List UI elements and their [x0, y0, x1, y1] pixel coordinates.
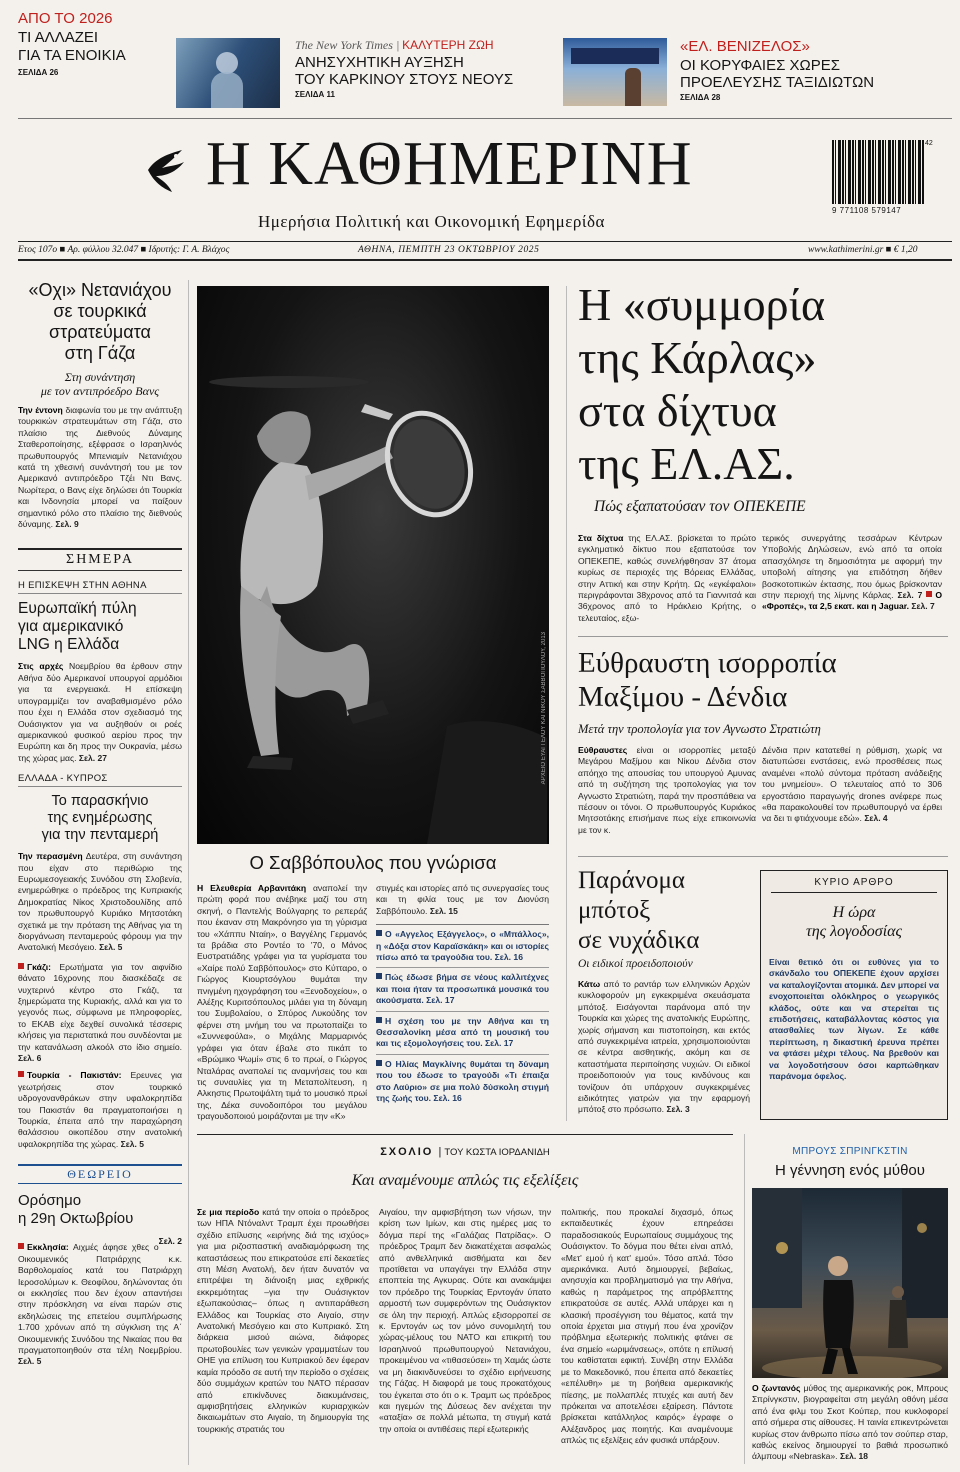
page-ref[interactable]: Σελ. 7	[911, 601, 935, 612]
bullet-icon	[18, 1243, 24, 1249]
lng-kicker: Η ΕΠΙΣΚΕΨΗ ΣΤΗΝ ΑΘΗΝΑ	[18, 580, 147, 592]
springsteen-kicker: ΜΠΡΟΥΣ ΣΠΡΙΝΓΚΣΤΙΝ	[792, 1146, 908, 1157]
gazi-brief: Γκάζι: Ερωτήματα για τον αιφνίδιο θάνατο 16χρονης που διασκέδαζε σε νυχτερινό κέντρο στο Γκάζι, τα ξημερώματα της Κυριακής, αλλά και για το γεγονός πως, σύμφωνα με πληροφορίες, το ΕΚΑΒ είχε δεχθεί συνολικά τέσσερις κλήσεις για περιστατικά που συνδέονται με την κατανάλωση αλκοόλ στο ίδιο σημείο. Σελ. 6	[18, 961, 182, 1064]
comment-title[interactable]: Και αναμένουμε απλώς τις εξελίξεις	[351, 1172, 579, 1189]
lng-body: Στις αρχές Νοεμβρίου θα έρθουν στην Αθήνα δύο Αμερικανοί υπουργοί αρμόδιοι για τα ενεργειακά. Η επίσκεψη υπογραμμίζει τον αναβαθμισμένο ρόλο που έχει η Ελλάδα στον σχεδιασμό της Ουάσιγκτον για να αυξηθούν οι ροές αμερικανικού φυσικού αερίου προς την Ευρώπη και δη προς την Ουκρανία, μέσω της χώρας μας. Σελ. 27	[18, 661, 183, 763]
main-col2: τερικός συνεργάτης τεσσάρων Κέντρων Υποβολής Δηλώσεων, ενώ από τα οποία απασχόλησε τη δημοσιότητα με αφορμή την υποβολή αίτησης για επιδότηση δήθεν βοσκοτοπικών έκτασης, που όμως βρίσκονταν στην περιοχή της λίμνης Κάρλας. Σελ. 7 Ο «Φροπές», τα 2,5 εκατ. και η Jaguar. Σελ. 7	[762, 533, 942, 612]
bullet-icon	[376, 1060, 382, 1066]
jaguar-link[interactable]: Ο «Φροπές», τα 2,5 εκατ. και η Jaguar.	[762, 590, 942, 612]
turkey-pakistan-brief: Τουρκία - Πακιστάν: Ερευνες για γεωτρήσεις στον τουρκικό υδρογονανθράκων στην υφαλοκρηπίδα του Πακιστάν θα πραγματοποιήσει η Τουρκία, έπειτα από την παραχώρηση θαλάσσιου οικοπέδου στην ανατολική υφαλοκρηπίδα της χώρας. Σελ. 5	[18, 1070, 182, 1149]
bullet-icon	[376, 930, 382, 936]
savvopoulos-bullet-4[interactable]: Ο Ηλίας Μαγκλίνης θυμάται τη δύναμη που του έδωσε το τραγούδι «Τι έπαιξα στο Λαύριο» σε μια πολύ δύσκολη στιγμή της ζωής του. Σελ. 16	[376, 1058, 549, 1104]
netanyahu-body: Την έντονη διαφωνία του με την ανάπτυξη τουρκικών στρατευμάτων στη Γάζα, στο πλαίσιο της Διεθνούς Δύναμης Σταθεροποίησης, εξέφρασε ο Ισραηλινός πρωθυπουργός Μπενιαμίν Νετανιάχου κατά τη χθεσινή συνάντησή του με τον Αμερικανό αντιπρόεδρο Τζέι Ντι Βανς. Νωρίτερα, ο Βανς είχε δηλώσει ότι Τουρκία και Ινδονησία μπορεί να παίξουν σημαντικό ρόλο στο πλαίσιο της διεθνούς δύναμης. Σελ. 9	[18, 405, 182, 530]
masthead-title: Η ΚΑΘΗΜΕΡΙΝΗ	[206, 130, 693, 198]
left-column	[18, 280, 182, 1465]
top-divider	[18, 118, 952, 119]
comment-author: ΤΟΥ ΚΩΣΤΑ ΙΟΡΔΑΝΙΔΗ	[444, 1147, 550, 1158]
savvopoulos-col1: Η Ελευθερία Αρβανιτάκη αναπολεί την πρώτη φορά που ανέβηκε μαζί του στη σκηνή, ο Παντελής Βούλγαρης το ρεπεράζ που έκαναν στη Μακρόνησο για τη γύρισμα του «Χάππυ Νταίη», ο Βαγγέλης Γερμανός τα βράδια στο Ροντέο το '70, ο Μάνος Ευστρατιάδης γράφει για τα γυρίσματα του «Χαίρε πολύ Σαββόπουλος» στο Κύτταρο, ο Γιώργος Κιουρτσόγλου θυμάται την πνιγμένη ηχογράφηση του «Ξενοδοχείου», ο Αλέξης Κυριτσόπουλος μιλάει για τη δύναμη του Συμβολαίου, ο Σπύρος Λυκούδης τον φέρνει στη μνήμη του να πρωτοπαίζει το «Συννεφούλα», ο Μιχάλης Μαρμαρινός γράφει για όταν έβαλε στο πικάπ το «Βρώμικο Ψωμί» στις 6 το πρωί, ο Γιώργος Νταλάρας αναπολεί τις αναμνήσεις του και τις συναυλίες για τη Μεταπολίτευση, η Αλκηστις Πρωτοψάλτη τιμά το μουσικό πρωί της, Δέκα συνοδοιπόροι του μεγάλου τραγουδοποιού μοιράζονται με την «Κ»	[197, 883, 367, 1122]
photo-credit: ΑΡΧΕΙΟ ΕΥΑΓΓΕΛΟΥ ΚΑΙ ΝΙΚΟΥ ΣΑΒΒΟΠΟΥΛΟΥ, 2013	[541, 631, 547, 784]
barcode	[832, 140, 932, 220]
teaser-section: ΚΑΛΥΤΕΡΗ ΖΩΗ	[402, 38, 494, 52]
cyprus-kicker: ΕΛΛΑΔΑ - ΚΥΠΡΟΣ	[18, 773, 108, 785]
comment-col2: Αιγαίου, την αμφισβήτηση των νήσων, την κρίση των Ιμίων, και στις ημέρες μας το δόγμα περί της «Γαλάζιας Πατρίδας». Ο πρόεδρος Τραμπ δεν διακατέχεται ασφαλώς από ανθελληνικά αισθήματα και δεν προτίθεται να υπαγάγει την Ελλάδα στην εποπτεία της Αγκυρας. Ούτε και ανακάμψει τον πρόεδρο της Τουρκίας Ερντογάν ύπατο αρμοστή των συμφερόντων της Ουάσιγκτον σε όλη την περιοχή. Απλώς εξισορροπεί σε κ. Ερντογάν ως τον μόνο συνομιλητή του χώρας-μέλους του ΝΑΤΟ και επικριτή του Ισραηλινού πρωθυπουργού Νετανιάχου, προκειμένου να «τιθασεύσει» τη Χαμάς ώστε να μη διακινδυνεύσει το σχέδιο ειρήνευσης της Γάζας. Η διαφορά με τους προκατόχους του έγκειται στο ότι ο κ. Τραμπ ως πρόεδρος και ηγεμών της Δύσεως δεν ανέχεται την «αταξία» σε πολλά μέτωπα, τη στιγμή κατά την οποία οι αντιθέσεις περί εξωτερικής	[379, 1207, 551, 1434]
page-ref[interactable]: Σελ. 27	[78, 752, 107, 763]
page-ref[interactable]: Σελ. 9	[55, 519, 79, 530]
cyprus-body: Την περασμένη Δευτέρα, στη συνάντηση που είχαν στο περιθώριο της Ευρωμεσογειακής Συνόδου στη Σλοβενία, ενημερώθηκε ο πρόεδρος της Κυπριακής Δημοκρατίας Νίκος Χριστοδουλίδης από τον πρωθυπουργό Κυριάκο Μητσοτάκη σχετικά με την πρόταση της Αθήνας για τη διοργάνωση πενταμερούς φόρουμ για την Ανατολική Μεσόγειο. Σελ. 5	[18, 851, 182, 953]
teaser-title: ΑΝΗΣΥΧΗΤΙΚΗ ΑΥΞΗΣΗ ΤΟΥ ΚΑΡΚΙΝΟΥ ΣΤΟΥΣ ΝΕΟΥΣ	[295, 54, 514, 88]
church-brief: Εκκλησία: Αιχμές άφησε χθες ο Οικουμενικός Πατριάρχης κ.κ. Βαρθολομαίος κατά του Πατριάρχη Ιεροσολύμων κ. Θεοφίλου, δηλώνοντας ότι οι εκκλησίες που δεν έχουν απαντήσει στην πρόσκληση να είναι παρών στις εκδηλώσεις της επετείου συμπλήρωσης 1.700 χρόνων από τη σύγκλιση της Α΄ Οικουμενικής Συνόδου της Νικαίας που θα πραγματοποιηθούν στα τέλη Νοεμβρίου. Σελ. 5	[18, 1242, 182, 1367]
balance-subheadline: Μετά την τροπολογία για τον Αγνωστο Στρατιώτη	[578, 722, 821, 736]
dateline-right: www.kathimerini.gr ■ € 1,20	[808, 245, 918, 255]
teaser-airport-image	[563, 38, 667, 106]
comment-top-rule	[197, 1134, 733, 1135]
dateline-center: ΑΘΗΝΑ, ΠΕΜΠΤΗ 23 ΟΚΤΩΒΡΙΟΥ 2025	[358, 245, 540, 255]
teaser-page: ΣΕΛΙΔΑ 28	[680, 93, 721, 102]
teaser-title: ΤΙ ΑΛΛΑΖΕΙ ΓΙΑ ΤΑ ΕΝΟΙΚΙΑ	[18, 29, 126, 64]
teaser-kicker: «ΕΛ. ΒΕΝΙΖΕΛΟΣ»	[680, 38, 810, 55]
page-ref[interactable]: Σελ. 5	[18, 1356, 42, 1367]
savvopoulos-photo[interactable]	[197, 286, 549, 844]
dateline-top-rule	[18, 241, 952, 242]
page-ref[interactable]: Σελ. 2	[158, 1236, 182, 1247]
bullet-icon	[926, 591, 932, 597]
barcode-issue: 42	[925, 140, 933, 147]
editorial-title: Η ώρα της λογοδοσίας	[805, 904, 903, 940]
teaser-page: ΣΕΛΙΔΑ 26	[18, 68, 59, 77]
balance-col2: Δένδια πριν κατατεθεί η ρύθμιση, χωρίς να διατυπώσει ενστάσεις, ενώ προσθέσεις πως αναμένει «πολύ σύντομα πρόταση ανάδειξης του μνημείου». Ο τελευταίος από το 306 εργοστάσιο παραγωγής drones ανέφερε πως «θα παρακολουθεί τον πρωθυπουργό να έρθει να δει τι φτιάχνουμε εδώ». Σελ. 4	[762, 745, 942, 824]
street-scene	[752, 1188, 948, 1378]
springsteen-photo[interactable]	[752, 1188, 948, 1378]
theoreio-label: ΘΕΩΡΕΙΟ	[18, 1164, 182, 1184]
bullet-icon	[18, 1071, 24, 1077]
masthead-subtitle: Ημερήσια Πολιτική και Οικονομική Εφημερίδα	[258, 212, 605, 231]
springsteen-title[interactable]: Η γέννηση ενός μύθου	[775, 1162, 925, 1179]
teaser-cancer-image	[176, 38, 280, 108]
teaser-cancer[interactable]	[295, 38, 545, 110]
column-rule	[566, 286, 567, 1121]
logo-emblem	[138, 140, 198, 198]
springsteen-body: Ο ζωντανός μύθος της αμερικανικής ροκ, Μπρους Σπρίνγκστιν, βιογραφείται στη μεγάλη οθόνη μέσα από ένα φιλμ του Σκοτ Κούπερ, που κυκλοφορεί από σήμερα στις αίθουσες. Η ταινία επικεντρώνεται κυρίως στον άνθρωπο πίσω από τον σούπερ σταρ, καθώς εκείνος δημιουργεί το βαθιά προσωπικό άλμπουμ «Nebraska». Σελ. 18	[752, 1383, 948, 1462]
editorial-body: Είναι θετικό ότι οι ευθύνες για το σκάνδαλο του ΟΠΕΚΕΠΕ έχουν αρχίσει να καταλογίζονται ατομικά. Δεν μπορεί να ενοχοποιείται ολόκληρος ο γεωργικός κλάδος, ούτε και να στερείται τις επιδοτήσεις, καταβάλλοντας κόστος για ατασθαλίες των λίγων. Σε κάθε περίπτωση, η δικαστική έρευνα πρέπει να φτάσει μέχρι τέλους. Να βρεθούν και να λογοδοτήσουν όσοι καρπώθηκαν παράνομα όφελος.	[769, 957, 939, 1082]
page-ref[interactable]: Σελ. 15	[429, 905, 458, 916]
savvopoulos-title[interactable]: Ο Σαββόπουλος που γνώρισα	[249, 852, 497, 873]
comment-col1: Σε μια περίοδο κατά την οποία ο πρόεδρος των ΗΠΑ Ντόναλντ Τραμπ έχει προωθήσει σχέδιο επίλυσης «ειρήνης διά της ισχύος» για μια ριζοσπαστική αναδιαμόρφωση της καταστάσεως που επικρατούσε επί δεκαετίες στη Μέση Ανατολή, δεν ήταν δυνατόν να επιτρέψει τη διάνοιξη μιας εχθρικής εκκρεμότητας –για την Ουάσιγκτον εξωπακούσιας– όπως η αντιπαράθεση Ελλάδος και Τουρκίας στο Αιγαίο, στην Ανατολική Μεσόγειο και στο Κυπριακό. Στη διάρκεια μισού αιώνα, διάφορες πρωτοβουλίες των γενικών γραμματέων του ΟΗΕ για επίλυση του Κυπριακού δεν έφεραν καμία πρόοδο σε αυτή την περίοδο ο σχέσεις δύο συμμάχων κρατών του ΝΑΤΟ πέρασαν από επικίνδυνες διακυμάνσεις, αμφισβητήσεις ελληνικών κυριαρχικών δικαιωμάτων στο Αιγαίο, τη δημιουργία της τουρκικής στρατιάς του	[197, 1207, 370, 1434]
main-headline[interactable]: Η «συμμορία της Κάρλας» στα δίχτυα της ΕΛ.ΑΣ.	[578, 279, 826, 489]
comment-col3: πολιτικής, που προκαλεί διχασμό, όπως εκπαιδευτικές έχουν επηρεάσει παραδοσιακούς Ευρωπαίους συμμάχους της Ουάσιγκτον. Το δόγμα που θέτει είναι απλό, «Μετ' εμού ή κατ' εμού». Τόσο απλά. Τόσο αμερικάνικα. Αυτό δημιουργεί, βεβαίως, ανησυχία και προβληματισμό για την Αθήνα, καθώς η παράμετρος της απρόβλεπτης επικρατούσε σε αυτές. Αλλά υπάρχει και η κλασική προσέγγιση του θέματος, κατά την οποία έρχεται μια στιγμή που ένα χρονίζον πρόβλημα εξωτερικής πολιτικής φτάνει σε ένα σημείο «ωριμάνσεως», οπότε η επίλυσή του καθίσταται εφικτή. Συνέβη στην Ελλάδα με το Μακεδονικό, που έπειτα από δεκαετίες «επέλυθη» με τη βοήθεια αμερικανικής πίεσης, με πολλαπλές πτυχές και αυτή δεν πρόκειται να αποτελέσει εξαίρεση. Πάντοτε βρίσκεται κατάλληλος καιρός» έγραφε ο Αλέξανδρος μας ποιητής. Και αναμένουμε απλώς τις εξελίξεις εάν φυσικά υπάρξουν.	[561, 1207, 733, 1446]
botox-body: Κάτω από το ραντάρ των ελληνικών Αρχών κυκλοφορούν μη εγκεκριμένα σκευάσματα μπότοξ. Εισάγονται παράνομα από την Τουρκία και χώρες της ανατολικής Ευρώπης, χωρίς σήμανση και πιστοποίηση, και εκτός από συγκεκριμένα ιατρεία, χρησιμοποιούνται σε κέντρα αισθητικής, ακόμη και σε καταστήματα περιποίησης νυχιών. Οι ειδικοί προειδοποιούν για τους κινδύνους και τονίζουν ότι υπάρχουν συγκεκριμένες ειδικότητες γιατρών για την εφαρμογή μπότοξ στο πρόσωπο. Σελ. 3	[578, 979, 750, 1115]
savvopoulos-col2-text: στιγμές και ιστορίες από τις συνεργασίες τους και τη φιλία τους με τον Διονύση Σαββόπουλο. Σελ. 15	[376, 883, 549, 916]
nyt-logo: The New York Times	[295, 38, 393, 52]
balance-col1: Εύθραυστες είναι οι ισορροπίες μεταξύ Μεγάρου Μαξίμου και Νίκου Δένδια στον απόηχο της απουσίας του υπουργού Αμυνας από τη συζήτηση της τροπολογίας για τον Αγνωστο Στρατιώτη, παρά την προσπάθεια να πέσουν οι τόνοι. Ο πρωθυπουργός Κυριάκος Μητσοτάκης επισήμανε πως είχε επικοινωνία με τον κ.	[578, 745, 756, 835]
page-ref[interactable]: Σελ. 7	[897, 590, 923, 601]
netanyahu-subtitle: Στη συνάντηση με τον αντιπρόεδρο Βανς	[40, 370, 160, 398]
page-ref[interactable]: Σελ. 18	[839, 1451, 869, 1462]
savvopoulos-bullet-3[interactable]: Η σχέση του με την Αθήνα και τη Θεσσαλονίκη μέσα από τη μουσική του και τις εξομολογήσεις του. Σελ. 17	[376, 1015, 549, 1049]
teaser-airport[interactable]	[680, 38, 950, 110]
bullet-icon	[376, 1017, 382, 1023]
theoreio-title[interactable]: Ορόσημο η 29η Οκτωβρίου Σελ. 2	[18, 1192, 182, 1228]
page-ref[interactable]: Σελ. 3	[666, 1104, 690, 1115]
editorial-box[interactable]	[760, 870, 948, 1120]
column-rule	[188, 280, 189, 1465]
balance-headline[interactable]: Εύθραυστη ισορροπία Μαξίμου - Δένδια	[578, 647, 837, 713]
bullet-icon	[18, 963, 24, 969]
teaser-page: ΣΕΛΙΔΑ 11	[295, 90, 335, 99]
section-rule	[578, 856, 948, 857]
savvopoulos-bullet-2[interactable]: Πώς έδωσε βήμα σε νέους καλλιτέχνες και ποια ήταν τα προσωπικά μουσικά του ακούσματα. Σελ. 17	[376, 972, 549, 1006]
teaser-source: The New York Times | ΚΑΛΥΤΕΡΗ ΖΩΗ	[295, 38, 494, 52]
savvopoulos-col2	[376, 883, 549, 1105]
savvopoulos-bullet-1[interactable]: Ο «Αγγελος Εξάγγελος», ο «Μπάλλος», η «Δόξα στον Καραϊσκάκη» και οι ιστορίες πίσω από τα τραγούδια του. Σελ. 16	[376, 929, 549, 963]
drummer-figure	[197, 286, 549, 844]
barcode-number: 9 771108 579147	[832, 206, 902, 215]
botox-subheadline: Οι ειδικοί προειδοποιούν	[578, 958, 693, 970]
page-ref[interactable]: Σελ. 4	[864, 813, 888, 824]
page-ref[interactable]: Σελ. 6	[18, 1053, 42, 1064]
page-ref[interactable]: Σελ. 5	[99, 942, 123, 953]
teaser-kicker: ΑΠΟ ΤΟ 2026	[18, 10, 113, 27]
comment-label: ΣΧΟΛΙΟ	[380, 1146, 434, 1158]
netanyahu-title[interactable]: «Οχι» Νετανιάχου σε τουρκικά στρατεύματα στη Γάζα	[28, 280, 172, 363]
main-col1: Στα δίχτυα της ΕΛ.ΑΣ. βρίσκεται το πρώτο εγκληματικό δίκτυο που εξαπατούσε τον ΟΠΕΚΕΠΕ, καθώς συνελήφθησαν 37 άτομα κυρίως σε περιοχές της Βόρειας Ελλάδας, στην Αττική και στην Κρήτη. Ως «εγκέφαλοι» περιγράφονται 38χρονος από τα Γιαννιτσά και 36χρονος από το Ηράκλειο Κρήτης, ο τελευταίος, εξω-	[578, 533, 756, 623]
bullet-icon	[376, 973, 382, 979]
dateline-left: Ετος 107ο ■ Αρ. φύλλου 32.047 ■ Ιδρυτής: Γ. Α. Βλάχος	[18, 245, 230, 255]
lng-title[interactable]: Ευρωπαϊκή πύλη για αμερικανικό LNG η Ελλάδα	[18, 600, 137, 654]
teaser-title: ΟΙ ΚΟΡΥΦΑΙΕΣ ΧΩΡΕΣ ΠΡΟΕΛΕΥΣΗΣ ΤΑΞΙΔΙΩΤΩΝ	[680, 57, 875, 91]
section-rule	[578, 636, 948, 637]
today-label: ΣΗΜΕΡΑ	[18, 548, 182, 571]
comment-label-row: ΣΧΟΛΙΟ | ΤΟΥ ΚΩΣΤΑ ΙΟΡΔΑΝΙΔΗ	[380, 1146, 550, 1158]
main-subheadline: Πώς εξαπατούσαν τον ΟΠΕΚΕΠΕ	[594, 498, 806, 515]
dateline-bottom-rule	[18, 259, 952, 261]
teaser-rent[interactable]	[18, 10, 158, 110]
editorial-label: ΚΥΡΙΟ ΑΡΘΡΟ	[771, 877, 937, 893]
cyprus-title[interactable]: Το παρασκήνιο της ενημέρωσης για την πενταμερή	[41, 793, 159, 844]
botox-headline[interactable]: Παράνομα μπότοξ σε νυχάδικα	[578, 867, 700, 954]
page-ref[interactable]: Σελ. 5	[120, 1138, 144, 1149]
column-rule	[744, 1134, 745, 1464]
